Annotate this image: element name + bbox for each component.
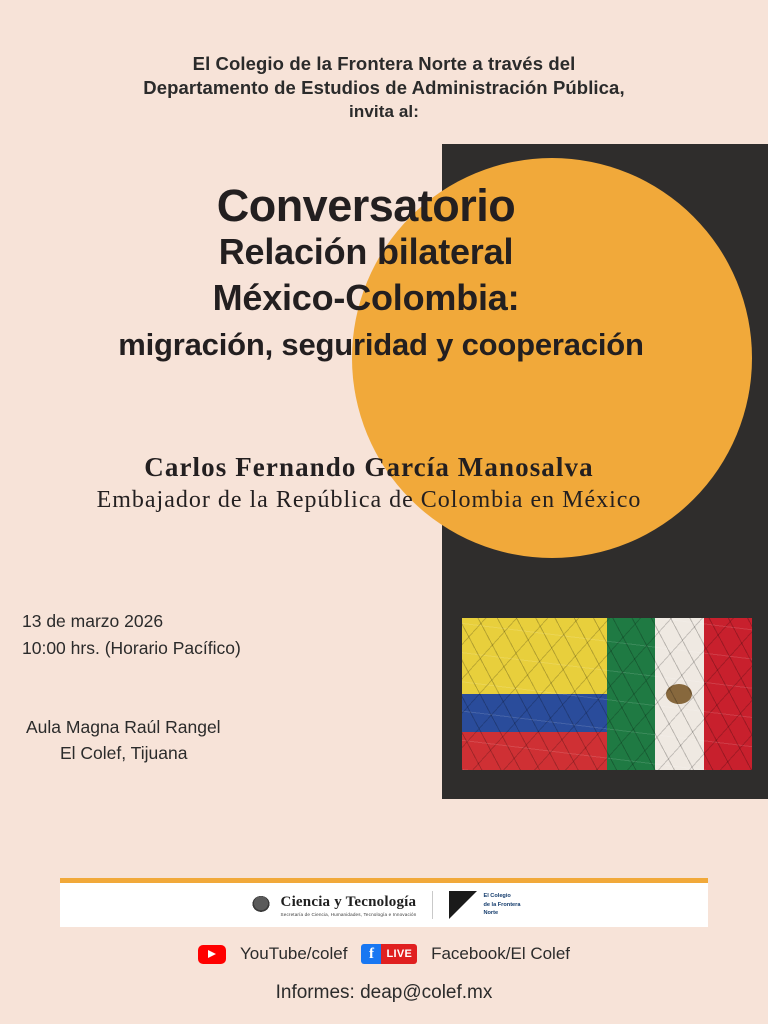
venue-line-2: El Colef, Tijuana — [60, 743, 188, 764]
colef-logo — [449, 891, 520, 919]
colombia-flag — [462, 618, 607, 770]
flags-image — [462, 618, 752, 770]
mexico-white-band — [655, 618, 703, 770]
colombia-blue-band — [462, 694, 607, 732]
facebook-icon: f — [361, 944, 381, 964]
logo-separator — [432, 891, 433, 919]
colombia-yellow-band — [462, 618, 607, 694]
youtube-label[interactable]: YouTube/colef — [240, 944, 348, 963]
header-line-1: El Colegio de la Frontera Norte a través del — [192, 53, 576, 74]
event-venue — [26, 714, 221, 767]
invitation-header — [0, 52, 768, 123]
colef-mark-icon — [449, 891, 477, 919]
facebook-live-badge[interactable] — [361, 944, 417, 964]
mexico-eagle-icon — [666, 684, 692, 704]
gobierno-eagle-icon — [248, 894, 274, 916]
facebook-label[interactable]: Facebook/El Colef — [431, 944, 570, 963]
gobierno-logo — [248, 894, 417, 917]
title-line-2: Relación bilateral — [218, 231, 514, 273]
speaker-block — [0, 452, 768, 514]
gobierno-logo-text — [281, 894, 417, 917]
contact-info[interactable]: Informes: deap@colef.mx — [275, 982, 493, 1003]
youtube-icon[interactable] — [198, 945, 226, 964]
title-line-3: México-Colombia: — [212, 277, 520, 319]
colef-line-3: Norte — [483, 910, 499, 917]
header-line-2: Departamento de Estudios de Administración Pública, — [143, 77, 625, 99]
gobierno-logo-title: Ciencia y Tecnología — [280, 893, 417, 910]
social-links — [0, 944, 768, 964]
live-badge: LIVE — [381, 944, 417, 964]
speaker-name: Carlos Fernando García Manosalva — [144, 452, 594, 482]
title-line-1: Conversatorio — [216, 180, 516, 231]
event-time: 10:00 hrs. (Horario Pacífico) — [22, 638, 241, 659]
colombia-red-band — [462, 732, 607, 770]
title-line-4: migración, seguridad y cooperación — [118, 327, 644, 363]
colef-line-1: El Colegio — [483, 893, 511, 900]
event-details — [22, 608, 241, 662]
mexico-flag — [607, 618, 752, 770]
colef-line-2: de la Frontera — [483, 901, 521, 908]
event-title — [0, 182, 768, 367]
event-date: 13 de marzo 2026 — [22, 611, 164, 631]
gobierno-logo-subtitle: Secretaría de Ciencia, Humanidades, Tecnología e Innovación — [280, 911, 417, 917]
speaker-role: Embajador de la República de Colombia en México — [96, 487, 642, 513]
logo-bar — [60, 883, 708, 927]
mexico-green-band — [607, 618, 655, 770]
colef-logo-text — [483, 892, 520, 917]
venue-line-1: Aula Magna Raúl Rangel — [26, 717, 221, 737]
header-line-3: invita al: — [349, 101, 419, 121]
mexico-red-band — [704, 618, 752, 770]
